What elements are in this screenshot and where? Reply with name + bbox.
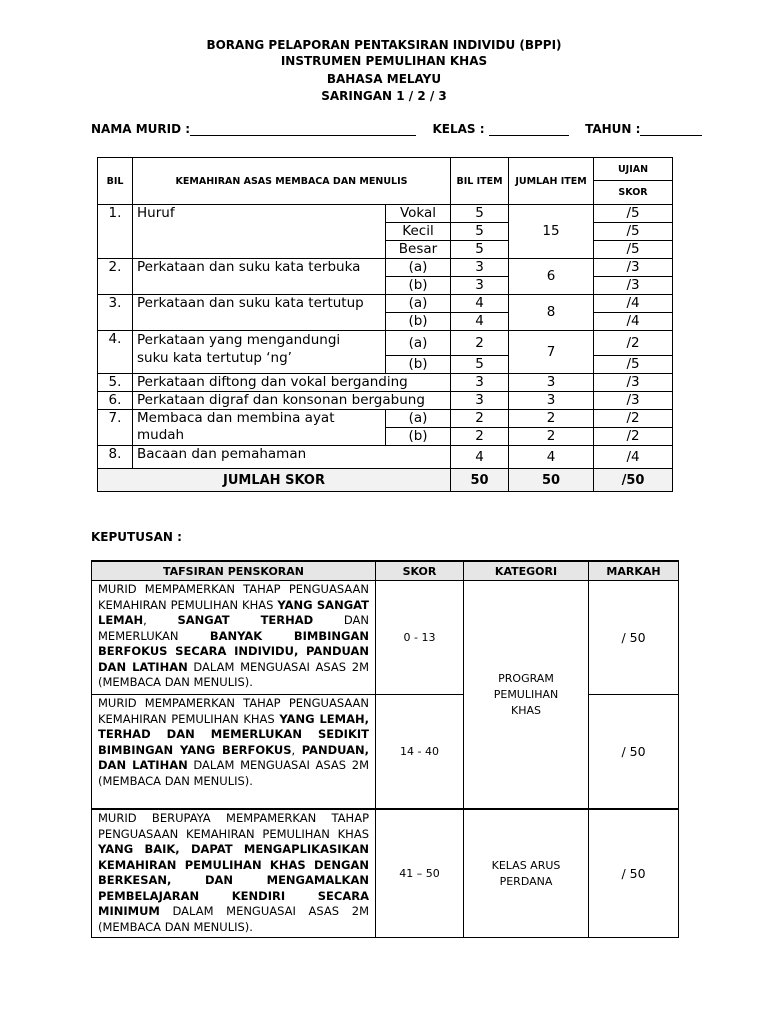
sub-item: (b) [386,277,451,295]
score-cell[interactable]: /4 [594,295,673,313]
item-count: 2 [451,410,509,428]
skill-name-line1: Membaca dan membina ayat [137,410,335,426]
interpretation-part: DALAM MENGUASAI ASAS 2M (MEMBACA DAN MENULIS). [98,904,369,934]
class-label: KELAS : [432,122,485,136]
item-count: 2 [451,331,509,356]
interpretation-part: DAN MEMERLUKAN [98,613,370,643]
score-cell[interactable]: /3 [594,259,673,277]
class-field[interactable] [489,123,569,136]
sub-item: (a) [386,410,451,428]
interpretation-part: MURID BERUPAYA MEMPAMERKAN TAHAP PENGUASAAN KEMAHIRAN PEMULIHAN KHAS [98,811,369,841]
item-count: 5 [451,241,509,259]
category-label: KELAS ARUS PERDANA [464,809,589,938]
skill-name: Perkataan digraf dan konsonan bergabung [133,392,451,410]
header-tafsiran: TAFSIRAN PENSKORAN [92,561,376,581]
row-number: 5. [98,374,133,392]
subject-title: BAHASA MELAYU [326,72,442,86]
skill-name: Perkataan dan suku kata terbuka [133,259,386,295]
total-items: 4 [509,446,594,469]
marks-cell[interactable]: / 50 [589,581,679,695]
row-number: 8. [98,446,133,469]
total-items: 2 [509,410,594,428]
marks-cell[interactable]: / 50 [589,695,679,810]
header-markah: MARKAH [589,561,679,581]
skill-name: Perkataan diftong dan vokal berganding [133,374,451,392]
header-ujian: UJIAN [594,158,673,181]
header-kategori: KATEGORI [464,561,589,581]
year-label: TAHUN : [585,122,641,136]
item-count: 4 [451,446,509,469]
score-cell[interactable]: /4 [594,446,673,469]
item-count: 3 [451,277,509,295]
header-bil: BIL [98,158,133,205]
row-number: 1. [98,205,133,259]
interpretation-part: MURID MEMPAMERKAN TAHAP PENGUASAAN KEMAHIRAN PEMULIHAN KHAS [98,696,369,726]
total-items: 15 [509,205,594,259]
score-range: 14 - 40 [376,695,464,810]
interpretation-bold: BANYAK BIMBINGAN BERFOKUS SECARA INDIVIDU, PANDUAN DAN LATIHAN [98,628,369,674]
sub-item: Vokal [386,205,451,223]
row-number: 6. [98,392,133,410]
item-count: 5 [451,356,509,374]
skills-score-table [97,157,673,492]
total-item-count: 50 [451,469,509,492]
header-jumlah-item: JUMLAH ITEM [509,158,594,205]
name-label: NAMA MURID : [91,122,191,136]
header-skill: KEMAHIRAN ASAS MEMBACA DAN MENULIS [133,158,451,205]
skill-name: Huruf [133,205,386,259]
item-count: 4 [451,295,509,313]
sub-item: Kecil [386,223,451,241]
student-info-row [91,122,702,136]
score-range: 0 - 13 [376,581,464,695]
item-count: 5 [451,223,509,241]
item-count: 3 [451,259,509,277]
item-count: 3 [451,392,509,410]
score-cell[interactable]: /4 [594,313,673,331]
score-cell[interactable]: /2 [594,331,673,356]
skill-name: Bacaan dan pemahaman [133,446,451,469]
interpretation-part: , [143,613,178,627]
total-items: 7 [509,331,594,374]
total-items: 3 [509,374,594,392]
sub-item: (b) [386,313,451,331]
sub-item: (b) [386,356,451,374]
skill-name [133,331,386,374]
interpretation-part: DALAM MENGUASAI ASAS 2M (MEMBACA DAN MENULIS). [98,659,369,689]
interpretation-text [92,695,376,810]
sub-item: (b) [386,428,451,446]
interpretation-bold: YANG LEMAH, TERHAD DAN MEMERLUKAN SEDIKIT BIMBINGAN YANG BERFOKUS [98,711,369,757]
interpretation-bold: YANG BAIK, DAPAT MENGAPLIKASIKAN KEMAHIRAN PEMULIHAN KHAS DENGAN BERKESAN, DAN MENGAMALKAN PEMBELAJARAN KENDIRI SECARA MINIMUM [98,842,369,918]
decision-label: KEPUTUSAN : [91,530,182,544]
sub-item: (a) [386,259,451,277]
score-cell[interactable]: /5 [594,223,673,241]
interpretation-text [92,809,376,938]
form-title: BORANG PELAPORAN PENTAKSIRAN INDIVIDU (BPPI) [206,38,562,52]
item-count: 4 [451,313,509,331]
total-items: 6 [509,259,594,295]
score-cell[interactable]: /5 [594,356,673,374]
total-items: 8 [509,295,594,331]
header-skor: SKOR [594,181,673,205]
score-cell[interactable]: /5 [594,205,673,223]
skill-name-line2: mudah [137,427,185,443]
year-field[interactable] [640,123,702,136]
category-label: PROGRAM PEMULIHAN KHAS [464,581,589,810]
decision-table [91,560,679,938]
sub-item: Besar [386,241,451,259]
item-count: 3 [451,374,509,392]
grand-total-items: 50 [509,469,594,492]
screening-title: SARINGAN 1 / 2 / 3 [321,89,447,103]
interpretation-text [92,581,376,695]
item-count: 5 [451,205,509,223]
total-items: 2 [509,428,594,446]
score-cell[interactable]: /3 [594,374,673,392]
header-bil-item: BIL ITEM [451,158,509,205]
total-items: 3 [509,392,594,410]
header-skor: SKOR [376,561,464,581]
score-cell[interactable]: /2 [594,410,673,428]
name-field[interactable] [190,123,416,136]
score-cell[interactable]: /3 [594,277,673,295]
item-count: 2 [451,428,509,446]
total-score-cell[interactable]: /50 [594,469,673,492]
row-number: 7. [98,410,133,446]
skill-name-line2: suku kata tertutup ‘ng’ [137,350,292,366]
interpretation-part: DALAM MENGUASAI ASAS 2M (MEMBACA DAN MENULIS). [98,758,369,788]
row-number: 2. [98,259,133,295]
interpretation-bold: PANDUAN, DAN LATIHAN [98,742,370,772]
row-number: 3. [98,295,133,331]
total-score-label: JUMLAH SKOR [98,469,451,492]
interpretation-part: MURID MEMPAMERKAN TAHAP PENGUASAAN KEMAHIRAN PEMULIHAN KHAS [98,582,369,612]
score-cell[interactable]: /2 [594,428,673,446]
score-cell[interactable]: /3 [594,392,673,410]
sub-item: (a) [386,331,451,356]
row-number: 4. [98,331,133,374]
interpretation-bold: SANGAT TERHAD [177,613,314,627]
marks-cell[interactable]: / 50 [589,809,679,938]
skill-name [133,410,386,446]
score-range: 41 – 50 [376,809,464,938]
sub-item: (a) [386,295,451,313]
form-subtitle: INSTRUMEN PEMULIHAN KHAS [280,54,488,68]
interpretation-part: , [291,742,302,757]
skill-name-line1: Perkataan yang mengandungi [137,332,341,348]
skill-name: Perkataan dan suku kata tertutup [133,295,386,331]
interpretation-bold: YANG SANGAT LEMAH [98,597,369,627]
score-cell[interactable]: /5 [594,241,673,259]
